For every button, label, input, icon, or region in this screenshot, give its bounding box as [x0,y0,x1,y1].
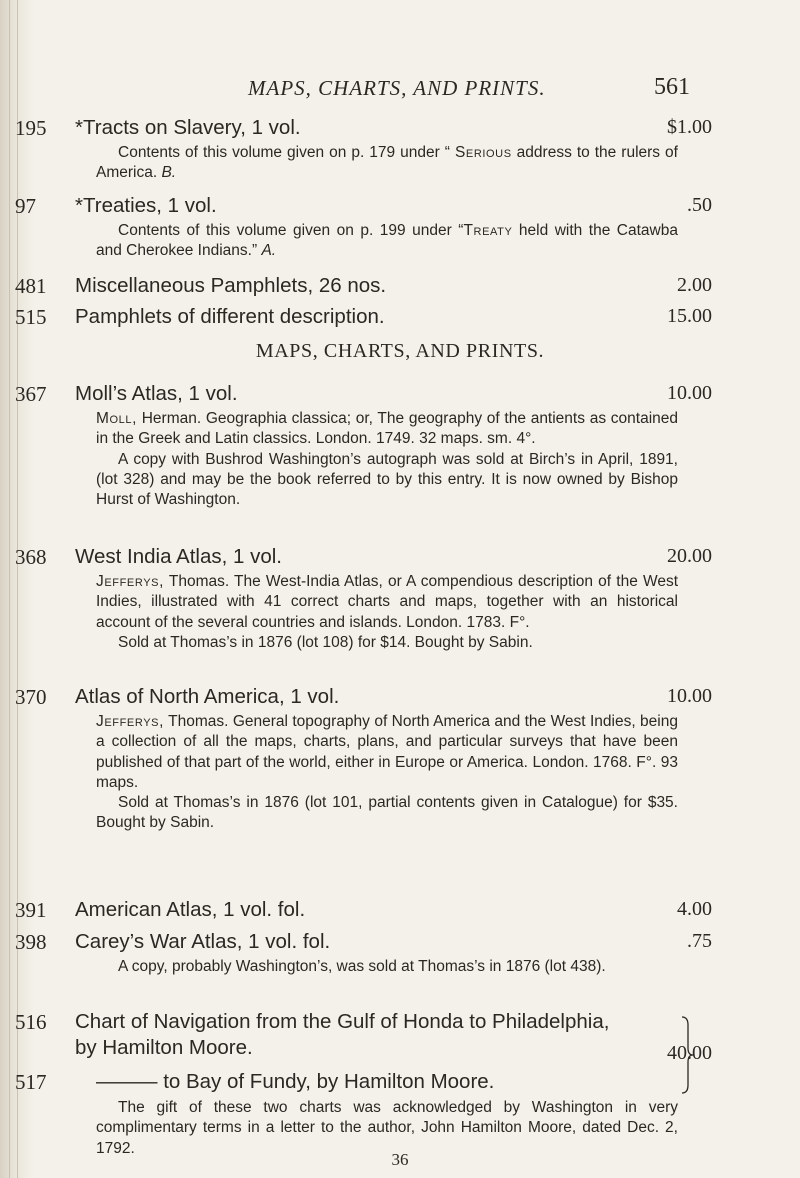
lot-number: 515 [15,305,47,329]
page-number: 561 [654,74,690,100]
entry-price: 10.00 [667,382,712,404]
lot-number: 517 [15,1070,47,1094]
lot-number: 398 [15,930,47,954]
entry-provenance: Sold at Thomas’s in 1876 (lot 101, partial contents given in Catalogue) for $35. Bought by Sabin. [96,794,678,832]
lot-number: 368 [15,545,47,569]
entry-title: Atlas of North America, 1 vol. [75,685,340,708]
entry-price: .75 [687,930,712,952]
entry-title: Moll’s Atlas, 1 vol. [75,382,238,405]
lot-number: 481 [15,274,47,298]
lot-number: 97 [15,194,36,218]
entry-price: 4.00 [677,898,712,920]
bracket-price: 40.00 [667,1042,712,1064]
entry-price: .50 [687,194,712,216]
entry-provenance: The gift of these two charts was acknowledged by Washington in very complimentary terms in a letter to the author, John Hamilton Moore, dated Dec. 2, 1792. [96,1099,678,1157]
entry-title: *Treaties, 1 vol. [75,194,217,217]
entry-price: 15.00 [667,305,712,327]
entry-price: 10.00 [667,685,712,707]
entry-price: 20.00 [667,545,712,567]
running-header [248,76,690,102]
entry-title: Carey’s War Atlas, 1 vol. fol. [75,930,331,953]
entry-provenance: A copy with Bushrod Washington’s autograph was sold at Birch’s in April, 1891, (lot 328) and may be the book referred to by this entry. It is now owned by Bishop Hurst of Washington. [96,450,678,509]
entry-title: Pamphlets of different description. [75,305,385,328]
entry-description: Jefferys, Thomas. General topography of North America and the West Indies, being a collection of all the maps, charts, plans, and particular surveys that have been published of that part of the world, either in Europe or America. London. 1768. F°. 93 maps. Sold at Thomas’s in 1876 (lot 101, partial contents given in Catalogue) for $35. Bought by Sabin. [96,712,678,834]
lot-number: 391 [15,898,47,922]
entry-price: $1.00 [667,116,712,138]
running-title: MAPS, CHARTS, AND PRINTS. [248,76,546,100]
entry-title: Miscellaneous Pamphlets, 26 nos. [75,274,387,297]
entry-title: American Atlas, 1 vol. fol. [75,898,306,921]
entry-note: Contents of this volume given on p. 199 under “Treaty held with the Catawba and Cherokee Indians.” A. [96,222,678,260]
entry-title-continued: by Hamilton Moore. [75,1036,253,1059]
entry-title: ——— to Bay of Fundy, by Hamilton Moore. [96,1070,495,1093]
signature-mark: 36 [391,1150,409,1169]
lot-number: 516 [15,1010,47,1034]
lot-number: 370 [15,685,47,709]
entry-provenance: Sold at Thomas’s in 1876 (lot 108) for $14. Bought by Sabin. [118,633,533,651]
entry-note: Contents of this volume given on p. 179 under “ Serious address to the rulers of America. B. [96,144,678,182]
section-heading: MAPS, CHARTS, AND PRINTS. [255,340,545,362]
page-binding-edge [0,0,34,1178]
entry-description: Jefferys, Thomas. The West-India Atlas, or A compendious description of the West Indies, illustrated with 41 correct charts and maps, together with an historical account of the several countries and islands. London. 1783. F°. Sold at Thomas’s in 1876 (lot 108) for $14. Bought by Sabin. [96,572,678,653]
lot-number: 195 [15,116,47,140]
entry-price: 2.00 [677,274,712,296]
entry-title: Chart of Navigation from the Gulf of Honda to Philadelphia, [75,1010,610,1033]
entry-title: *Tracts on Slavery, 1 vol. [75,116,301,139]
entry-provenance: A copy, probably Washington’s, was sold at Thomas’s in 1876 (lot 438). [118,958,606,975]
entry-description: Moll, Herman. Geographia classica; or, The geography of the antients as contained in the Greek and Latin classics. London. 1749. 32 maps. sm. 4°. A copy with Bushrod Washington’s autograph was sold at Birch’s in April, 1891, (lot 328) and may be the book referred to by this entry. It is now owned by Bishop Hurst of Washington. [96,409,678,510]
entry-title: West India Atlas, 1 vol. [75,545,283,568]
lot-number: 367 [15,382,47,406]
